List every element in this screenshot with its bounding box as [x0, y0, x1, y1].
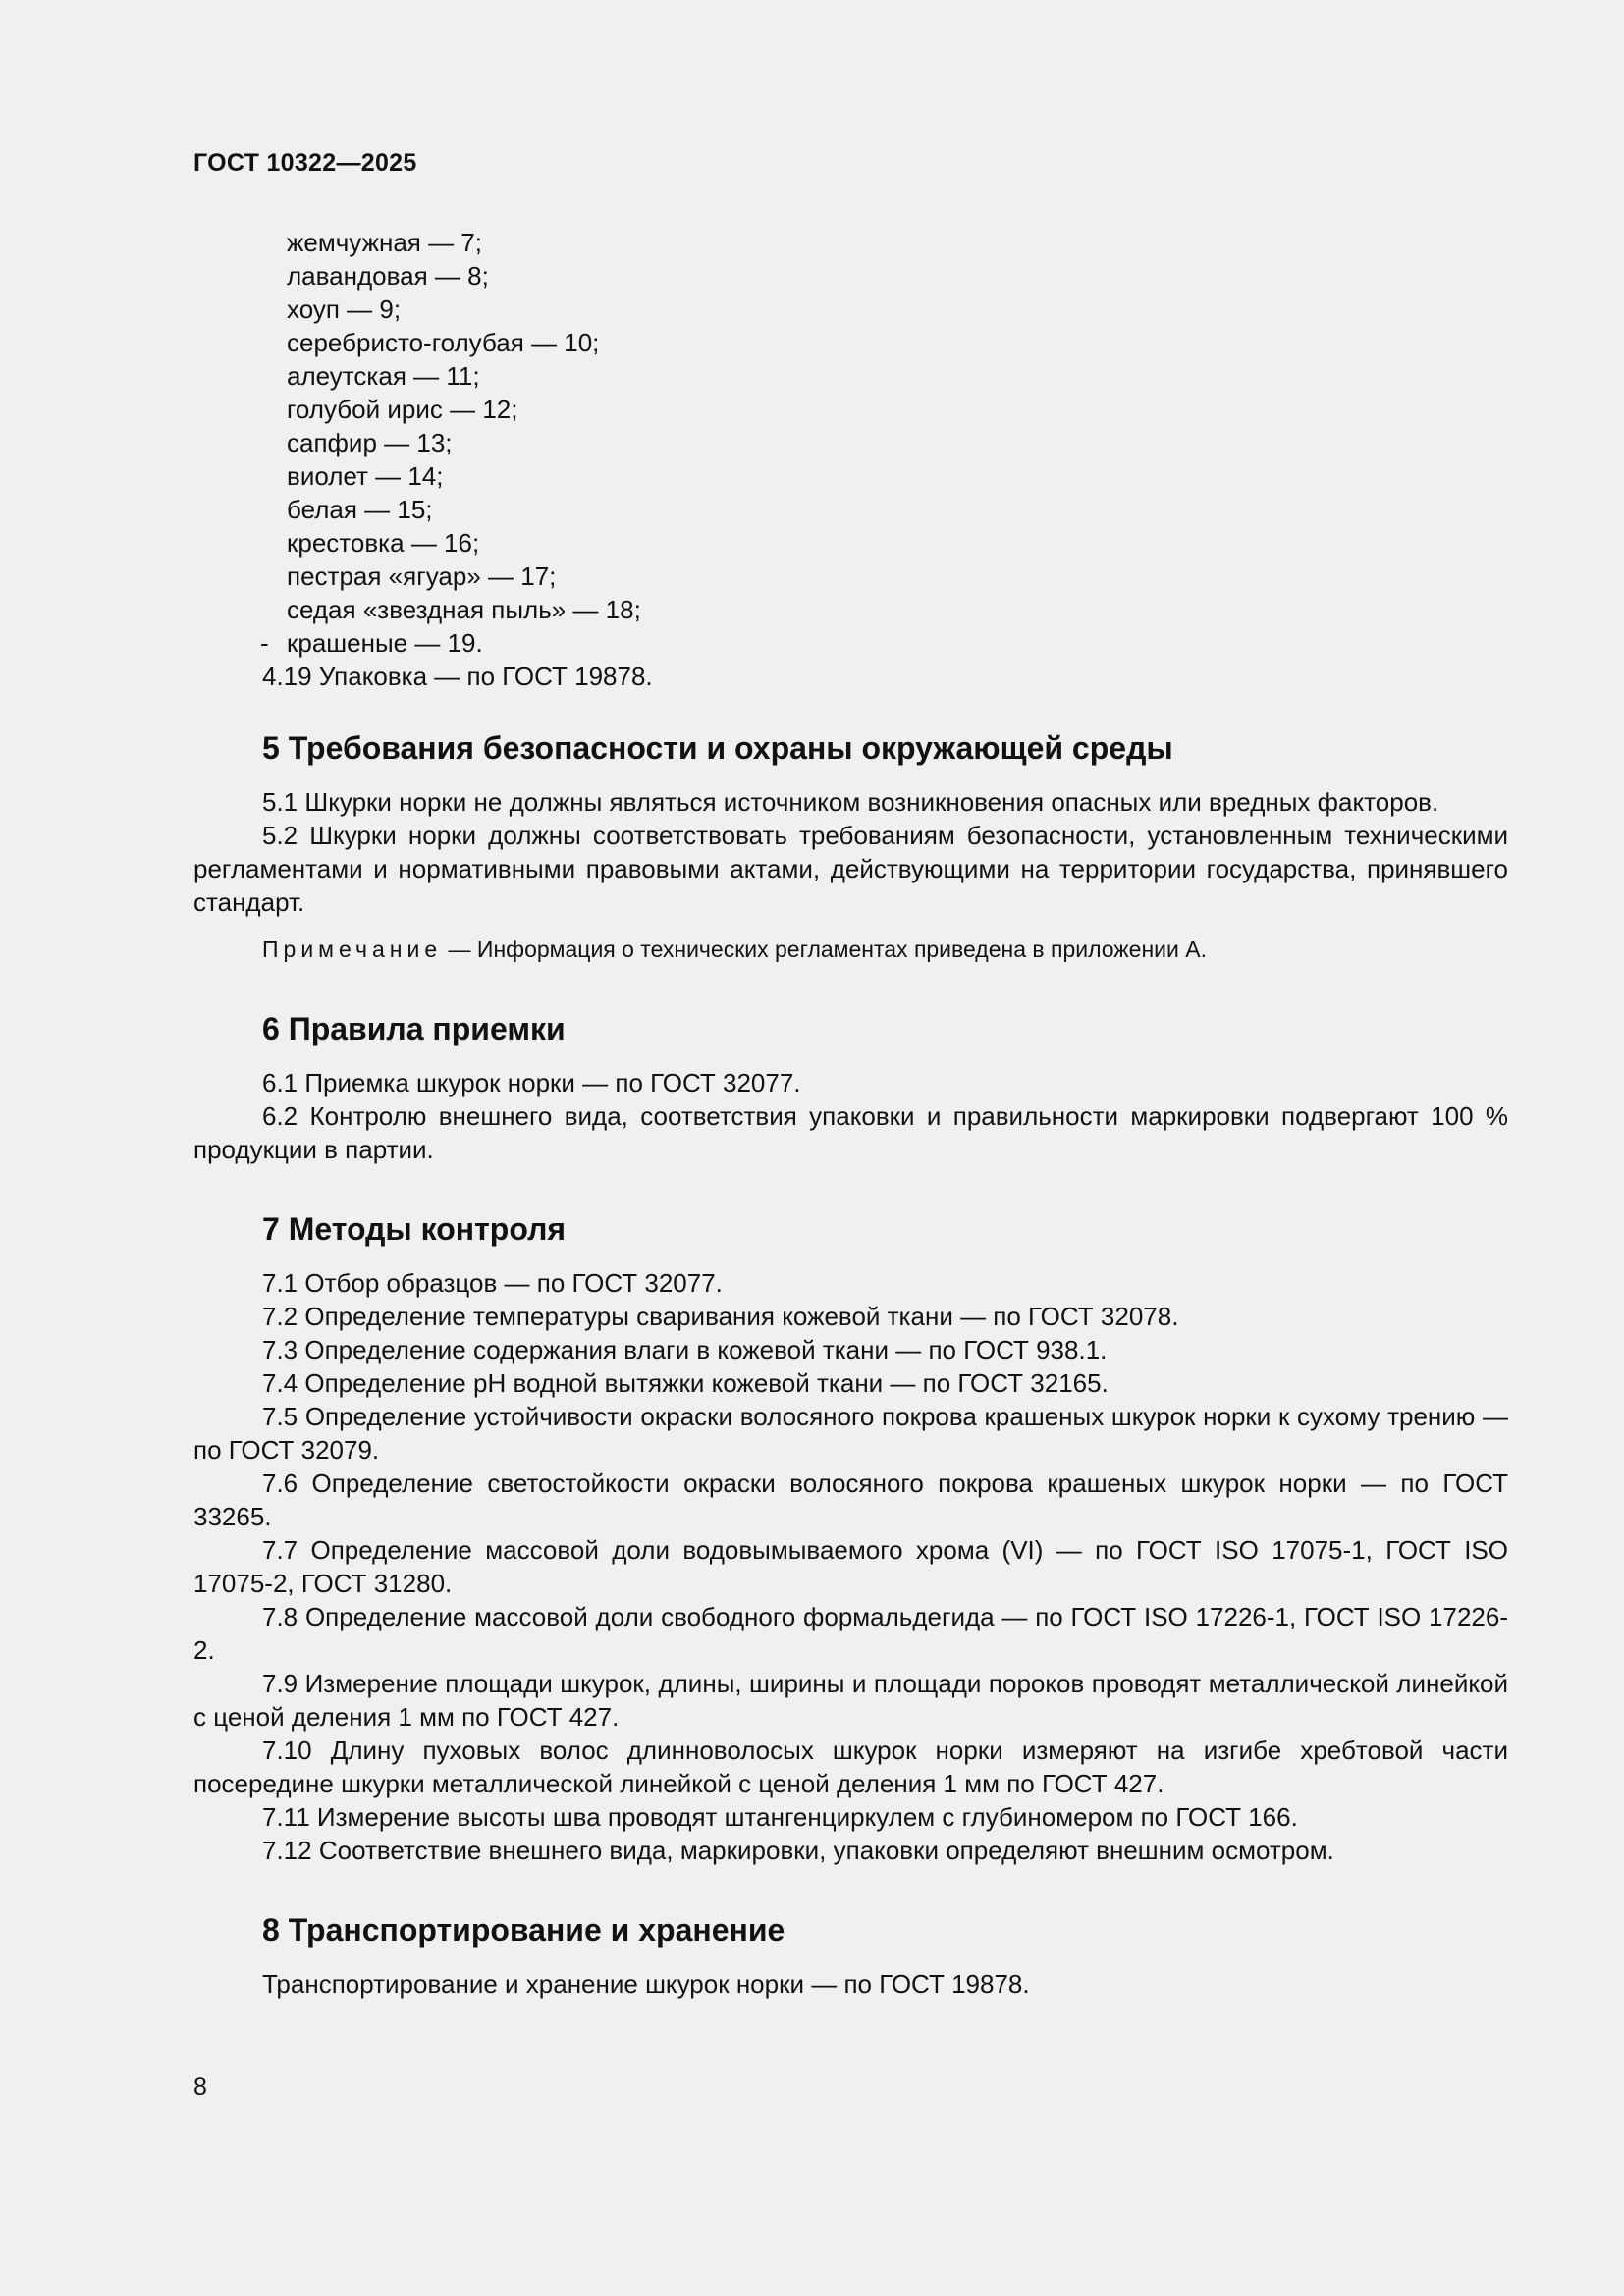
- note-label: Примечание: [262, 936, 443, 962]
- clause-7-7: 7.7 Определение массовой доли водовымываемого хрома (VI) — по ГОСТ ISO 17075-1, ГОСТ ISO 17075-2, ГОСТ 31280.: [193, 1535, 1508, 1598]
- list-item: виолет — 14;: [287, 461, 444, 491]
- list-item: крестовка — 16;: [287, 528, 480, 558]
- list-item: жемчужная — 7;: [287, 228, 482, 257]
- list-item: пестрая «ягуар» — 17;: [287, 561, 557, 591]
- note: [193, 933, 1508, 966]
- list-item: серебристо-голубая — 10;: [287, 328, 600, 357]
- section-5-heading: 5 Требования безопасности и охраны окружающей среды: [262, 730, 1173, 766]
- clause-5-1: 5.1 Шкурки норки не должны являться источником возникновения опасных или вредных факторов.: [262, 787, 1439, 817]
- section-7-heading: 7 Методы контроля: [262, 1211, 567, 1247]
- document-body: [193, 226, 1508, 2001]
- clause-7-1: 7.1 Отбор образцов — по ГОСТ 32077.: [262, 1268, 723, 1298]
- clause-7-12: 7.12 Соответствие внешнего вида, маркировки, упаковки определяют внешним осмотром.: [262, 1836, 1334, 1865]
- clause-7-11: 7.11 Измерение высоты шва проводят штангенциркулем с глубиномером по ГОСТ 166.: [262, 1802, 1298, 1832]
- clause-7-3: 7.3 Определение содержания влаги в кожевой ткани — по ГОСТ 938.1.: [262, 1335, 1108, 1364]
- clause-4-19: 4.19 Упаковка — по ГОСТ 19878.: [262, 662, 653, 691]
- section-8-text: Транспортирование и хранение шкурок норки — по ГОСТ 19878.: [262, 1969, 1030, 1999]
- list-dash: -: [260, 628, 269, 658]
- list-item: голубой ирис — 12;: [287, 395, 518, 424]
- list-item: алеутская — 11;: [287, 361, 480, 391]
- list-item: седая «звездная пыль» — 18;: [287, 595, 641, 624]
- clause-7-8: 7.8 Определение массовой доли свободного формальдегида — по ГОСТ ISO 17226-1, ГОСТ ISO 17226-2.: [193, 1602, 1508, 1665]
- dyed-item-text: крашеные — 19.: [287, 628, 483, 658]
- list-item: хоуп — 9;: [287, 294, 402, 324]
- note-text: — Информация о технических регламентах приведена в приложении А.: [442, 936, 1207, 962]
- list-item: сапфир — 13;: [287, 428, 453, 457]
- list-item: белая — 15;: [287, 495, 433, 524]
- clause-7-6: 7.6 Определение светостойкости окраски волосяного покрова крашеных шкурок норки — по ГОСТ 33265.: [193, 1468, 1508, 1531]
- section-8-heading: 8 Транспортирование и хранение: [262, 1912, 785, 1948]
- section-7-clauses: [193, 1266, 1508, 1867]
- section-6-heading: 6 Правила приемки: [262, 1011, 566, 1046]
- color-list: [193, 226, 1508, 626]
- page-number: 8: [193, 2073, 207, 2101]
- document-header-title: ГОСТ 10322—2025: [193, 149, 417, 177]
- clause-6-2: 6.2 Контролю внешнего вида, соответствия упаковки и правильности маркировки подвергают 100 % продукции в партии.: [193, 1101, 1508, 1164]
- clause-7-2: 7.2 Определение температуры сваривания кожевой ткани — по ГОСТ 32078.: [262, 1302, 1179, 1331]
- list-item: лавандовая — 8;: [287, 261, 489, 291]
- clause-7-9: 7.9 Измерение площади шкурок, длины, ширины и площади пороков проводят металлической линейкой с ценой деления 1 мм по ГОСТ 427.: [193, 1669, 1508, 1732]
- clause-6-1: 6.1 Приемка шкурок норки — по ГОСТ 32077.: [262, 1068, 801, 1097]
- clause-7-4: 7.4 Определение рН водной вытяжки кожевой ткани — по ГОСТ 32165.: [262, 1368, 1109, 1398]
- dyed-list-item: [193, 626, 1508, 660]
- clause-7-10: 7.10 Длину пуховых волос длинноволосых шкурок норки измеряют на изгибе хребтовой части посередине шкурки металлической линейкой с ценой деления 1 мм по ГОСТ 427.: [193, 1735, 1508, 1798]
- clause-5-2: 5.2 Шкурки норки должны соответствовать требованиям безопасности, установленным техническими регламентами и нормативными правовыми актами, действующими на территории государства, принявшего стандарт.: [193, 821, 1508, 917]
- clause-7-5: 7.5 Определение устойчивости окраски волосяного покрова крашеных шкурок норки к сухому трению — по ГОСТ 32079.: [193, 1402, 1508, 1465]
